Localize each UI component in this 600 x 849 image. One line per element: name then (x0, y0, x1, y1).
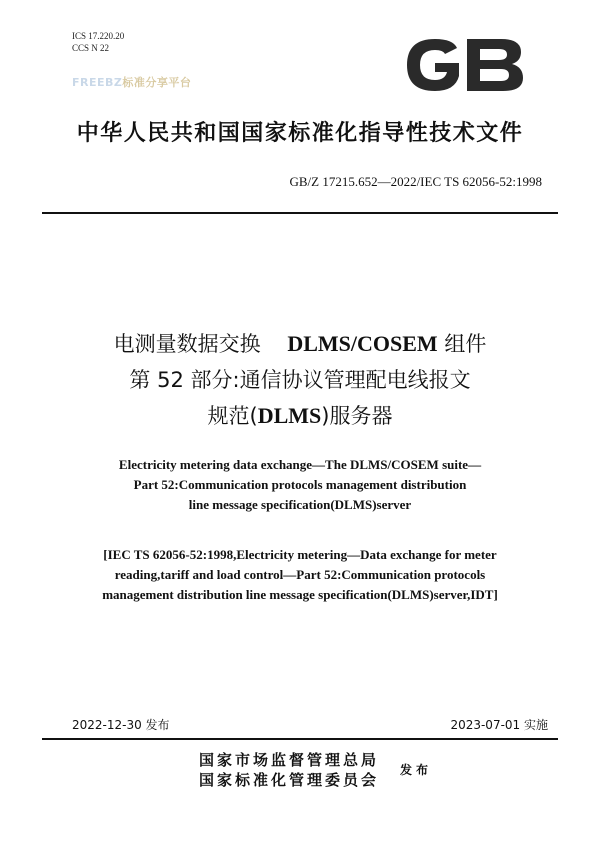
iec-reference (0, 545, 600, 605)
ics-code: ICS 17.220.20 (72, 31, 125, 41)
gb-logo (401, 36, 527, 94)
document-category-title: 中华人民共和国国家标准化指导性技术文件 (76, 121, 524, 146)
standard-number: GB/Z 17215.652—2022/IEC TS 62056-52:1998 (289, 174, 542, 189)
classification-codes (72, 30, 124, 54)
issuer-sac: 国家标准化管理委员会 (199, 771, 380, 789)
iec-reference-line-2: reading,tariff and load control—Part 52:Communication protocols (114, 567, 486, 582)
publish-label: 发布 (400, 763, 433, 777)
english-title (0, 455, 600, 515)
issuing-authorities (199, 750, 379, 790)
english-title-line-1: Electricity metering data exchange—The DLMS/COSEM suite— (118, 457, 482, 472)
english-title-line-3: line message specification(DLMS)server (188, 497, 412, 512)
chinese-title-line-1: 电测量数据交换 DLMS/COSEM 组件 (113, 331, 487, 356)
chinese-title-line-3: 规范(DLMS)服务器 (207, 403, 393, 428)
chinese-title-line-2: 第 52 部分:通信协议管理配电线报文 (129, 368, 471, 392)
ccs-code: CCS N 22 (72, 43, 110, 53)
iec-reference-line-3: management distribution line message specification(DLMS)server,IDT] (102, 587, 498, 602)
issue-date: 2022-12-30 发布 (72, 718, 170, 732)
watermark-brand: FREEBZ (72, 76, 123, 89)
header-divider (42, 212, 558, 214)
watermark-subtitle: 标准分享平台 (122, 76, 192, 89)
effective-date: 2023-07-01 实施 (450, 718, 548, 732)
english-title-line-2: Part 52:Communication protocols management distribution (133, 477, 467, 492)
issuer-samr: 国家市场监督管理总局 (199, 751, 380, 769)
chinese-title (0, 326, 600, 434)
footer-divider (42, 738, 558, 740)
watermark (72, 74, 191, 90)
iec-reference-line-1: [IEC TS 62056-52:1998,Electricity metering—Data exchange for meter (103, 547, 497, 562)
